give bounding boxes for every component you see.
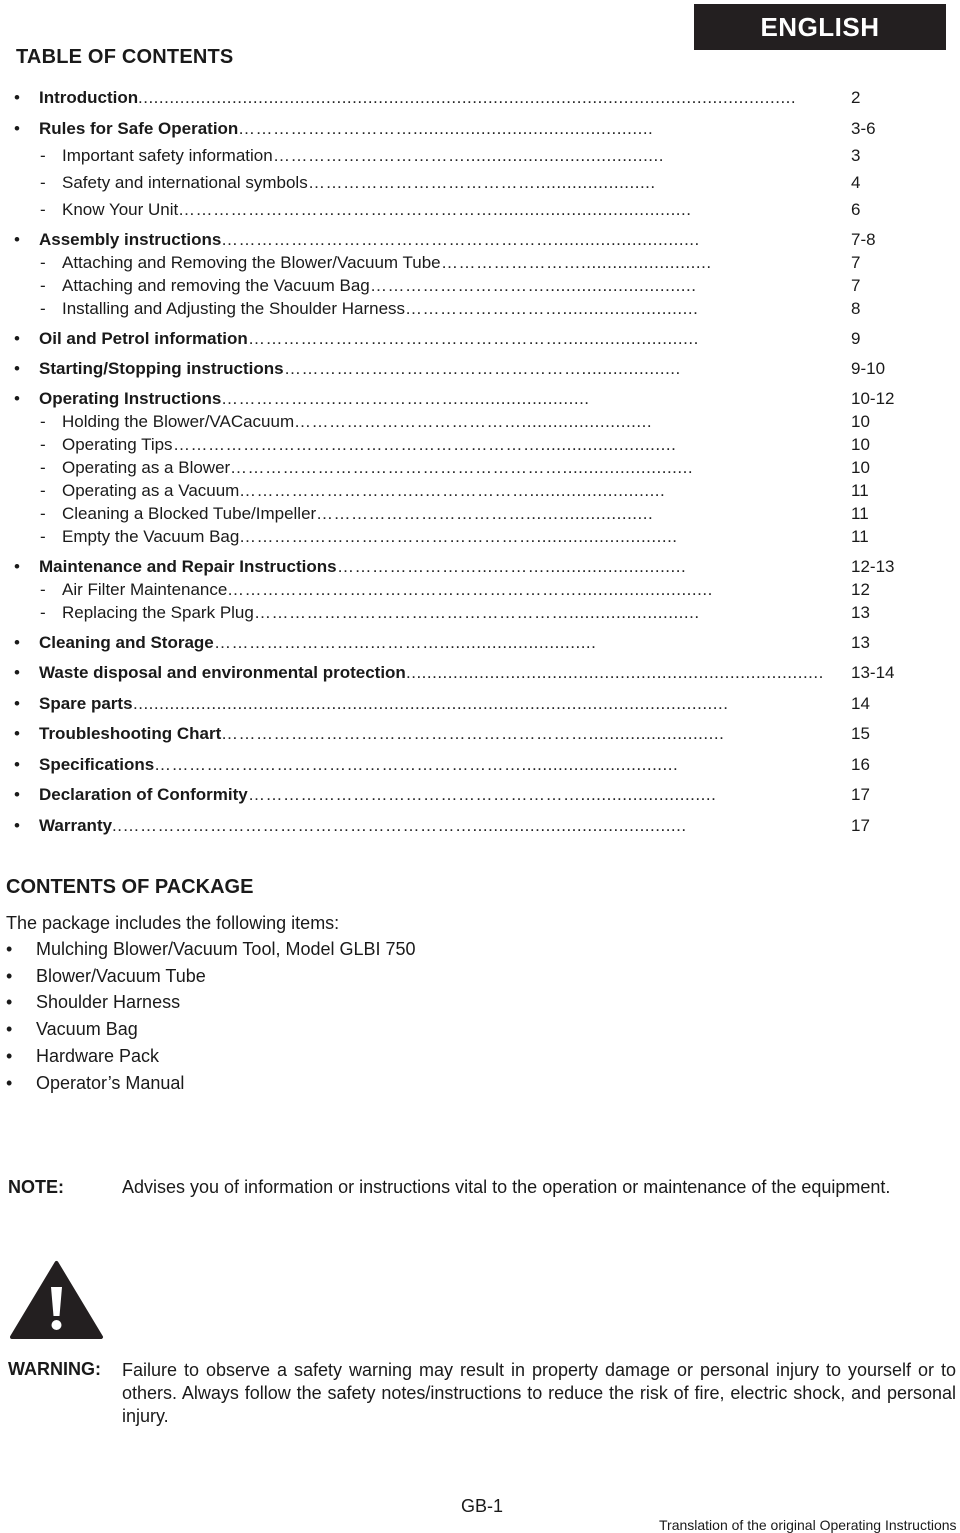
toc-label: Warranty <box>39 816 113 835</box>
dash-marker: - <box>40 580 46 599</box>
toc-subentry <box>0 525 960 549</box>
bullet-icon: • <box>6 1073 13 1093</box>
toc-page-number: 8 <box>851 299 861 318</box>
bullet-icon: • <box>14 119 20 138</box>
bullet-icon: • <box>6 1046 13 1066</box>
warning-triangle-icon <box>9 1260 104 1340</box>
bullet-icon: • <box>14 816 20 835</box>
toc-leader: ……………………...………….............................. <box>214 633 597 652</box>
bullet-icon: • <box>6 966 13 986</box>
toc-entry <box>0 387 960 411</box>
toc-page-number: 10 <box>851 435 870 454</box>
toc-leader: ……………………......................... <box>441 253 712 272</box>
language-badge: ENGLISH <box>694 4 946 50</box>
toc-page-number: 11 <box>851 527 869 546</box>
toc-page-number: 15 <box>851 724 870 743</box>
toc-entry <box>0 783 960 807</box>
dash-marker: - <box>40 200 46 219</box>
toc-label: Operating Tips <box>62 435 173 454</box>
toc-entry <box>0 327 960 351</box>
translation-note: Translation of the original Operating Instructions <box>659 1517 957 1533</box>
toc-entry <box>0 814 960 838</box>
dash-marker: - <box>40 481 46 500</box>
toc-label: Operating as a Vacuum <box>62 481 240 500</box>
toc-label: Know Your Unit <box>62 200 179 219</box>
toc-subentry <box>0 578 960 602</box>
toc-entry <box>0 753 960 777</box>
toc-page-number: 2 <box>851 88 861 107</box>
toc-subentry <box>0 410 960 434</box>
package-item-label: Vacuum Bag <box>36 1019 138 1039</box>
toc-label: Waste disposal and environmental protection <box>39 663 406 682</box>
toc-page-number: 9-10 <box>851 359 886 378</box>
toc-page-number: 11 <box>851 504 869 523</box>
toc-page-number: 13 <box>851 603 870 622</box>
bullet-icon: • <box>14 329 20 348</box>
toc-page-number: 14 <box>851 694 870 713</box>
toc-label: Maintenance and Repair Instructions <box>39 557 337 576</box>
bullet-icon: • <box>14 389 20 408</box>
bullet-icon: • <box>14 694 20 713</box>
toc-subentry <box>0 251 960 275</box>
toc-label: Important safety information <box>62 146 273 165</box>
toc-page-number: 10 <box>851 412 870 431</box>
toc-label: Specifications <box>39 755 155 774</box>
toc-subentry <box>0 479 960 503</box>
toc-label: Declaration of Conformity <box>39 785 248 804</box>
toc-leader: …………………………………………………............................ <box>221 230 700 249</box>
toc-title: TABLE OF CONTENTS <box>16 46 234 68</box>
bullet-icon: • <box>14 724 20 743</box>
toc-label: Installing and Adjusting the Shoulder Harness <box>62 299 406 318</box>
dash-marker: - <box>40 276 46 295</box>
bullet-icon: • <box>14 557 20 576</box>
dash-marker: - <box>40 146 46 165</box>
toc-page-number: 3-6 <box>851 119 876 138</box>
dash-marker: - <box>40 527 46 546</box>
toc-label: Empty the Vacuum Bag <box>62 527 240 546</box>
toc-page-number: 7 <box>851 253 861 272</box>
package-item-label: Mulching Blower/Vacuum Tool, Model GLBI 750 <box>36 939 416 959</box>
toc-label: Air Filter Maintenance <box>62 580 228 599</box>
toc-subentry <box>0 171 960 195</box>
toc-entry <box>0 117 960 141</box>
toc-leader: .............................................................................................................................. <box>138 88 797 107</box>
toc-label: Rules for Safe Operation <box>39 119 239 138</box>
toc-leader: ……………………………………………........................... <box>239 527 678 546</box>
toc-entry <box>0 555 960 579</box>
toc-page-number: 7-8 <box>851 230 876 249</box>
bullet-icon: • <box>14 230 20 249</box>
bullet-icon: • <box>14 755 20 774</box>
bullet-icon: • <box>6 1019 13 1039</box>
toc-page-number: 10-12 <box>851 389 895 408</box>
toc-page-number: 13 <box>851 633 870 652</box>
bullet-icon: • <box>14 785 20 804</box>
dash-marker: - <box>40 435 46 454</box>
toc-leader: .................................................................................................................. <box>133 694 729 713</box>
toc-leader: ………………………………...….................. <box>316 504 654 523</box>
toc-label: Troubleshooting Chart <box>39 724 222 743</box>
toc-label: Cleaning a Blocked Tube/Impeller <box>62 504 317 523</box>
bullet-icon: • <box>14 663 20 682</box>
toc-label: Safety and international symbols <box>62 173 308 192</box>
toc-leader: …………………………………………………….......................... <box>227 580 713 599</box>
toc-leader: …………………………..……………….......................... <box>239 481 666 500</box>
note-text: Advises you of information or instructions vital to the operation or maintenance of the equipment. <box>122 1177 891 1197</box>
toc-entry <box>0 692 960 716</box>
dash-marker: - <box>40 458 46 477</box>
toc-page-number: 11 <box>851 481 869 500</box>
toc-label: Holding the Blower/VACacuum <box>62 412 295 431</box>
toc-leader: ………………..…………………......................... <box>221 389 590 408</box>
dash-marker: - <box>40 412 46 431</box>
package-item-label: Hardware Pack <box>36 1046 160 1066</box>
toc-entry <box>0 631 960 655</box>
toc-label: Spare parts <box>39 694 133 713</box>
toc-entry <box>0 228 960 252</box>
toc-leader: ……………………….......................... <box>405 299 699 318</box>
toc-page-number: 12-13 <box>851 557 895 576</box>
toc-label: Introduction <box>39 88 139 107</box>
dash-marker: - <box>40 253 46 272</box>
toc-subentry <box>0 456 960 480</box>
toc-page-number: 6 <box>851 200 861 219</box>
warning-label: WARNING: <box>8 1359 101 1379</box>
bullet-icon: • <box>14 88 20 107</box>
dash-marker: - <box>40 504 46 523</box>
toc-page-number: 3 <box>851 146 861 165</box>
toc-subentry <box>0 297 960 321</box>
toc-leader: ………………………………………………...................................... <box>178 200 692 219</box>
toc-leader: …………………………............................. <box>370 276 697 295</box>
toc-label: Oil and Petrol information <box>39 329 248 348</box>
toc-page-number: 17 <box>851 816 870 835</box>
toc-leader: ..……………………………………………………......................................... <box>112 816 687 835</box>
package-title: CONTENTS OF PACKAGE <box>6 876 254 898</box>
toc-entry <box>0 722 960 746</box>
toc-leader: ……………………………………………………….............................. <box>154 755 679 774</box>
bullet-icon: • <box>6 939 13 959</box>
toc-leader: …………………………………......................... <box>294 412 653 431</box>
dash-marker: - <box>40 173 46 192</box>
toc-leader: ………………………………………………......................... <box>254 603 700 622</box>
toc-leader: …………………………………....................... <box>308 173 656 192</box>
toc-leader: ………………………………………………….......................... <box>248 785 717 804</box>
bullet-icon: • <box>6 992 13 1012</box>
toc-entry <box>0 357 960 381</box>
toc-leader: …………………………………………………......................... <box>230 458 694 477</box>
toc-leader: ……………………………………………….......................... <box>248 329 699 348</box>
toc-subentry <box>0 601 960 625</box>
dash-marker: - <box>40 603 46 622</box>
toc-page-number: 4 <box>851 173 861 192</box>
toc-leader: ……………………………………………………….......................... <box>173 435 677 454</box>
warning-text: Failure to observe a safety warning may result in property damage or personal injury to yourself or to others. Always follow the safety notes/instructions to reduce the risk of fire, electric shock, and personal injury. <box>122 1360 956 1426</box>
toc-label: Operating as a Blower <box>62 458 231 477</box>
package-item-label: Blower/Vacuum Tube <box>36 966 206 986</box>
toc-subentry <box>0 198 960 222</box>
page-number: GB-1 <box>461 1496 504 1516</box>
package-item-label: Operator’s Manual <box>36 1073 185 1093</box>
toc-page-number: 13-14 <box>851 663 895 682</box>
toc-page-number: 12 <box>851 580 870 599</box>
bullet-icon: • <box>14 359 20 378</box>
toc-label: Assembly instructions <box>39 230 222 249</box>
toc-entry <box>0 661 960 685</box>
toc-page-number: 9 <box>851 329 861 348</box>
toc-entry <box>0 86 960 110</box>
toc-page-number: 17 <box>851 785 870 804</box>
toc-label: Operating Instructions <box>39 389 222 408</box>
toc-subentry <box>0 274 960 298</box>
toc-label: Starting/Stopping instructions <box>39 359 284 378</box>
package-item-label: Shoulder Harness <box>36 992 181 1012</box>
toc-label: Cleaning and Storage <box>39 633 214 652</box>
note-label: NOTE: <box>8 1177 64 1197</box>
toc-leader: ……………………...………........................... <box>337 557 687 576</box>
toc-subentry <box>0 433 960 457</box>
toc-leader: ……………………………………………………….......................... <box>221 724 725 743</box>
toc-label: Attaching and Removing the Blower/Vacuum Tube <box>62 253 441 272</box>
toc-leader: ……………………………………………................... <box>284 359 681 378</box>
toc-page-number: 7 <box>851 276 861 295</box>
toc-label: Replacing the Spark Plug <box>62 603 254 622</box>
toc-page-number: 10 <box>851 458 870 477</box>
toc-page-number: 16 <box>851 755 870 774</box>
toc-label: Attaching and removing the Vacuum Bag <box>62 276 370 295</box>
toc-subentry <box>0 502 960 526</box>
toc-leader: ………………………….............................................. <box>238 119 654 138</box>
toc-leader: ……………………………...................................... <box>273 146 664 165</box>
toc-subentry <box>0 144 960 168</box>
toc-leader: ................................................................................ <box>406 663 824 682</box>
bullet-icon: • <box>14 633 20 652</box>
dash-marker: - <box>40 299 46 318</box>
package-intro: The package includes the following items: <box>6 913 340 933</box>
